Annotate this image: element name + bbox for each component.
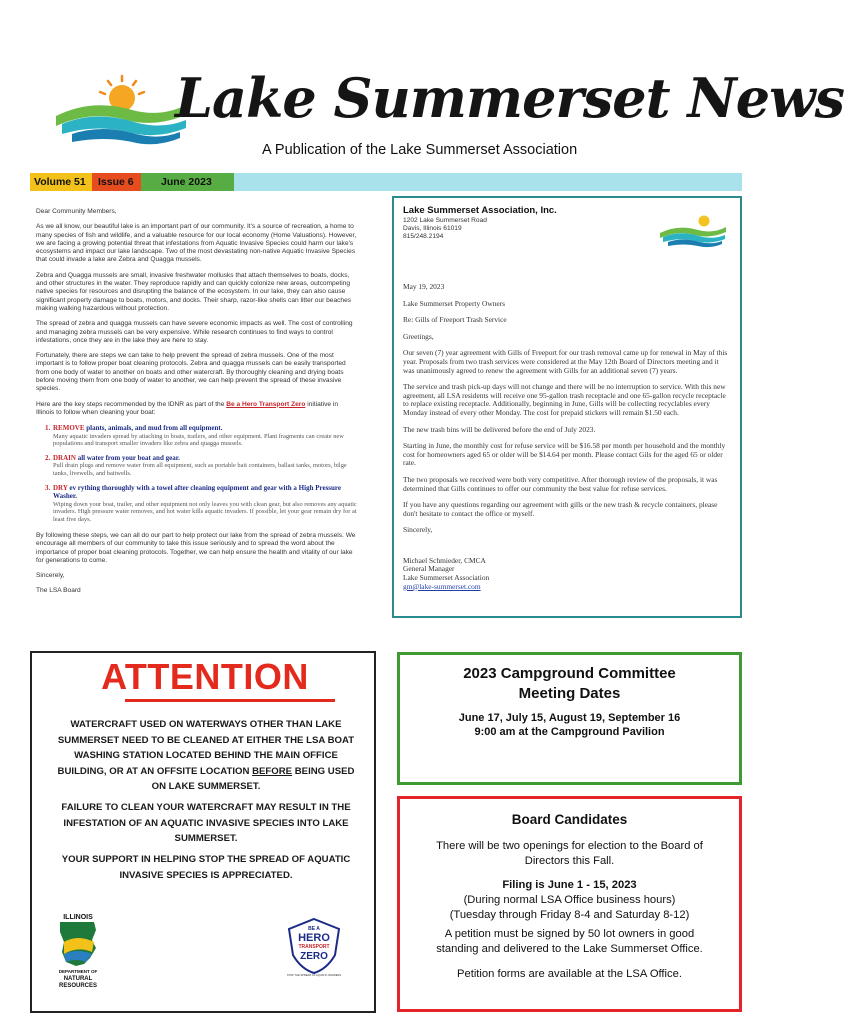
campground-meetings-box (397, 652, 742, 785)
notice-emphasis: BEFORE (252, 765, 293, 777)
signature-name: Michael Schmieder, CMCA (403, 555, 486, 565)
text-line: (Tuesday through Friday 8-4 and Saturday 8-12) (449, 909, 690, 921)
cleaning-steps-list (36, 424, 358, 524)
logo-text: ZERO (300, 951, 328, 962)
address-line: Davis, Illinois 61019 (403, 225, 462, 232)
letter-date: May 19, 2023 (403, 282, 445, 291)
newsletter-subtitle: A Publication of the Lake Summerset Association (262, 142, 578, 158)
letter-paragraph: Fortunately, there are steps we can take to help prevent the spread of zebra mussels. One of the most important is to follow proper boat cleaning protocols. Zebra and quagga mussels can be easily transported from one body of water to another on boats and other watercraft. By thoroughly cleaning and drying boats before moving them from one body of water to another, we can help prevent the spread of these invasive species. (36, 352, 346, 393)
issue-date: June 2023 (141, 173, 234, 191)
letter-paragraph: As we all know, our beautiful lake is an important part of our community. It's a source of recreation, a home to many species of fish and wildlife, and a valuable resource for our local economy (Home Valuations). However, we are facing a growing potential threat that infestations from Aquatic Invasive Species could harm our lake's ecosystems and impact our lake landscape. Two of the most devastating non-native Aquatic Invasive Species that could invade a lake are Zebra and Quagga mussels. (36, 223, 357, 264)
step-number: 3. (45, 484, 51, 493)
letter-paragraph: The new trash bins will be delivered before the end of July 2023. (403, 424, 596, 434)
step-heading-text: plants, animals, and mud from all equipment. (84, 424, 223, 433)
letter-paragraph: By following these steps, we can all do our part to help protect our lake from the spread of zebra mussels. We encourage all members of our community to take this issue seriously and to spread the word about the importance of proper boat cleaning protocols. Together, we can help ensure the health and vitality of our lake for generations to come. (36, 532, 356, 564)
logo-text: BE A (308, 926, 320, 932)
notice-text: WATERCRAFT USED ON WATERWAYS OTHER THAN LAKE SUMMERSET NEED TO BE CLEANED AT EITHER THE LSA BOAT WASHING STATION LOCATED BEHIND THE MAIN OFFICE BUILDING, OR AT AN OFFSITE LOCATION (57, 719, 355, 777)
step-heading (53, 484, 358, 501)
masthead (0, 0, 844, 172)
meeting-dates (400, 711, 739, 739)
newsletter-title: Lake Summerset News (175, 66, 844, 130)
letter-paragraph: The spread of zebra and quagga mussels can have severe economic impacts as well. The cost of controlling and managing zebra mussels can be very expensive. While research continues to find ways to control infestations, once they are in the lake they are here to stay. (36, 320, 353, 344)
board-title: Board Candidates (511, 812, 628, 827)
filing-info (400, 878, 739, 923)
logo-text: HERO (298, 932, 330, 944)
letter-subject: Re: Gills of Freeport Trash Service (403, 315, 507, 325)
step-number: 2. (45, 454, 51, 463)
sunrise-waves-logo (658, 206, 728, 254)
illinois-dnr-logo (54, 912, 102, 988)
sunrise-waves-logo (52, 70, 192, 150)
attention-warning: FAILURE TO CLEAN YOUR WATERCRAFT MAY RESULT IN THE INFESTATION OF AN AQUATIC INVASIVE SPECIES INTO LAKE SUMMERSET. (61, 802, 351, 844)
text-span: Here are the key steps recommended by the IDNR as part of the (36, 400, 227, 408)
petition-forms-text: Petition forms are available at the LSA Office. (457, 968, 682, 980)
letter-paragraph: Our seven (7) year agreement with Gills of Freeport for our trash removal came up for renewal in May of this year. Proposals from two trash services were considered at the May 12th Board of Directors meeting and it was unanimously agreed to renew the agreement with Gills for an additional seven (7) years. (403, 348, 728, 375)
letter-paragraph: If you have any questions regarding our agreement with gills or the new trash & recycle containers, please don't hesitate to contact the office or myself. (403, 500, 718, 518)
cleaning-step (36, 484, 358, 524)
logo-text: RESOURCES (58, 983, 98, 989)
step-heading (53, 454, 358, 462)
step-body: Many aquatic invaders spread by attaching to boats, trailers, and other equipment. Plant fragments can create new populations and transport smaller invaders like zebra and quagga mussels. (53, 432, 344, 448)
letter-greeting: Greetings, (403, 331, 434, 341)
notice-text: BEING USED ON LAKE SUMMERSET. (151, 765, 355, 792)
letter-recipient: Lake Summerset Property Owners (403, 298, 506, 308)
volume-label: Volume 51 (30, 173, 92, 191)
logo-text: TRANSPORT (298, 944, 330, 950)
filing-dates: Filing is June 1 - 15, 2023 (502, 879, 637, 891)
step-body: Wiping down your boat, trailer, and other equipment not only leaves you with clean gear, but also removes any aquatic invaders. High pressure water removes, and hot water kills aquatic invaders. If possible, let your gear remain dry for at least five days. (53, 500, 357, 524)
letter-paragraph: Zebra and Quagga mussels are small, invasive freshwater mollusks that attach themselves to boats, docks, and other structures in the water. They reproduce rapidly and can quickly colonize new areas, outcompeting native species for resources and disrupting the balance of the ecosystem. In our lake, they can also cause significant property damage to boats, motors, and docks. Their sharp, razor-like shells can litter our beaches making walking hazardous without protection. (36, 271, 352, 312)
letter-greeting: Dear Community Members, (36, 208, 117, 215)
be-a-hero-link[interactable]: Be a Hero Transport Zero (226, 400, 306, 408)
title-line: Meeting Dates (518, 685, 621, 702)
attention-thanks: YOUR SUPPORT IN HELPING STOP THE SPREAD OF AQUATIC INVASIVE SPECIES IS APPRECIATED. (61, 854, 351, 881)
cleaning-step (36, 454, 358, 478)
letter-body (403, 283, 731, 591)
letter-paragraph: The service and trash pick-up days will not change and there will be no interruption to service. With this new agreement, all LSA residents will receive one 95-gallon trash receptacle and one 65-gallon recycle receptacle to replace existing receptacle. Additionally, beginning in June, Gills will be collecting recyclables every Monday instead of every other Monday. The cost for prepaid stickers will remain $1.50 each. (403, 382, 726, 417)
board-candidates-box (397, 796, 742, 1012)
petition-text (400, 927, 739, 957)
attention-notice (56, 717, 356, 795)
signature-org: Lake Summerset Association (403, 573, 490, 583)
step-heading-text: ev rything thoroughly with a towel after cleaning equipment and gear with a High Pressure Washer. (53, 484, 341, 501)
cleaning-step (36, 424, 358, 448)
issue-bar (30, 173, 742, 191)
step-keyword: DRAIN (53, 454, 76, 463)
text-line: There will be two openings for election to the Board of (436, 840, 703, 852)
email-link[interactable]: gm@lake-summerset.com (403, 581, 481, 591)
attention-title: ATTENTION (101, 656, 309, 697)
text-line: A petition must be signed by 50 lot owners in good (444, 928, 695, 940)
step-heading-text: all water from your boat and gear. (75, 454, 180, 463)
time-line: 9:00 am at the Campground Pavilion (474, 726, 665, 738)
address-line: 1202 Lake Summerset Road (403, 217, 487, 224)
be-a-hero-transport-zero-logo (285, 917, 343, 977)
title-line: 2023 Campground Committee (463, 665, 676, 682)
logo-text: ILLINOIS (63, 914, 93, 921)
letter-paragraph (36, 401, 358, 418)
step-heading (53, 424, 358, 432)
community-letter (36, 208, 358, 603)
title-underline (125, 699, 335, 702)
issue-label: Issue 6 (92, 173, 141, 191)
step-keyword: DRY (53, 484, 68, 493)
text-line: (During normal LSA Office business hours) (463, 894, 676, 906)
letter-closing: Sincerely, (36, 572, 65, 580)
campground-title (400, 664, 739, 704)
logo-tagline: STOP THE SPREAD OF AQUATIC INVADERS (286, 974, 342, 977)
logo-text: DEPARTMENT OF (58, 969, 98, 974)
logo-text: NATURAL (63, 976, 93, 982)
association-name: Lake Summerset Association, Inc. (403, 205, 557, 216)
dates-line: June 17, July 15, August 19, September 16 (458, 712, 681, 724)
step-keyword: REMOVE (53, 424, 85, 433)
openings-text (400, 839, 739, 869)
letter-signature: The LSA Board (36, 587, 81, 595)
trash-service-letter (392, 196, 742, 618)
letter-closing: Sincerely, (403, 525, 433, 535)
text-line: standing and delivered to the Lake Summerset Office. (436, 943, 703, 955)
step-number: 1. (45, 424, 51, 433)
step-body: Pull drain plugs and remove water from all equipment, such as portable bait containers, ballast tanks, motors, bilge tanks, livewells, and baitwells. (53, 462, 347, 478)
text-line: Directors this Fall. (524, 855, 615, 867)
signature-title: General Manager (403, 564, 455, 574)
letter-paragraph: Starting in June, the monthly cost for refuse service will be $16.58 per month per household and the monthly cost for homeowners aged 65 or older will be $14.64 per month. Please contact Gils for the aged 65 or older rate. (403, 441, 726, 468)
text-span: initiative in Illinois to follow when cleaning your boat: (36, 400, 338, 416)
phone-number: 815/248.2194 (403, 233, 444, 240)
letter-paragraph: The two proposals we received were both very competitive. After thorough review of the proposals, it was determined that Gills continues to offer our community the best value for refuse services. (403, 474, 718, 493)
